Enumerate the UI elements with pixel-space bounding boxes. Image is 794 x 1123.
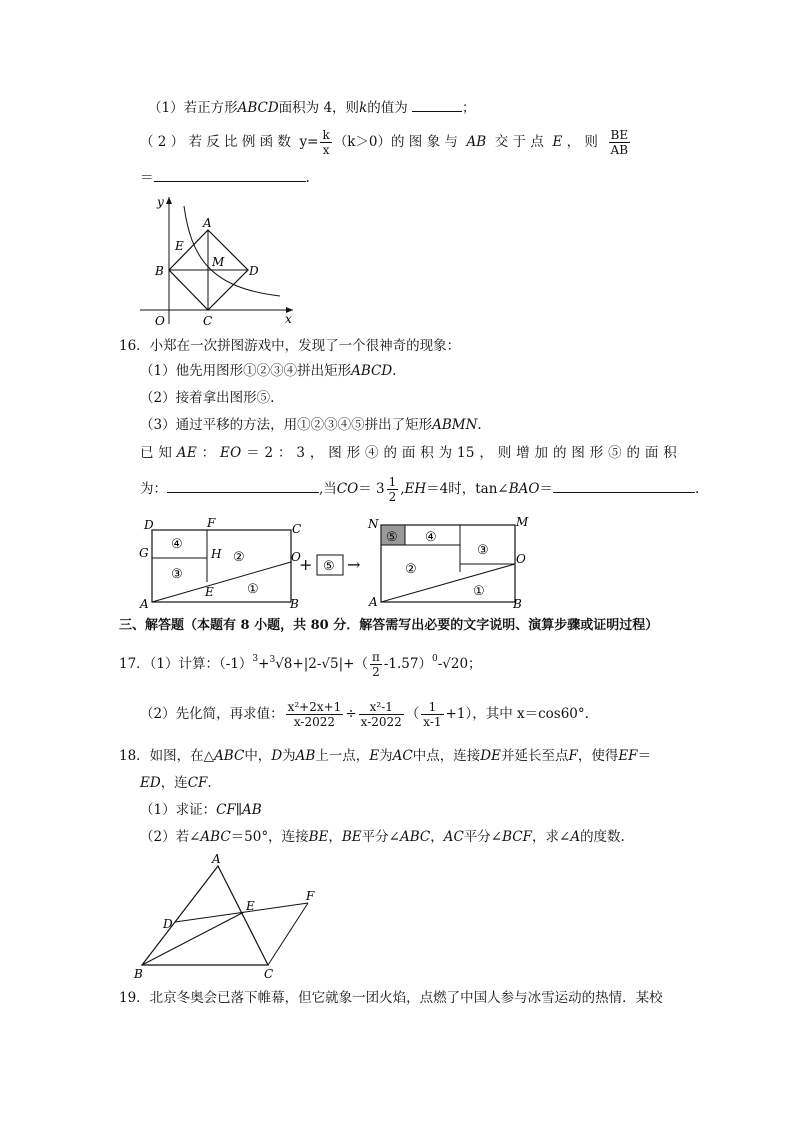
fig18-label-f: F — [306, 889, 315, 903]
fig16-box-5-label: ⑤ — [323, 559, 335, 574]
q18-line2 — [140, 773, 212, 793]
q16-blank-1 — [167, 492, 319, 493]
q16-ans-bao: BAO — [508, 481, 540, 497]
q17-frac-2 — [359, 700, 404, 729]
q16-ans-d: , — [400, 481, 405, 497]
fig16-left-region-1: ① — [247, 582, 259, 597]
fig18-label-e: E — [246, 899, 255, 913]
fig16-left-a: A — [140, 597, 149, 610]
q16-ans-frac-num: 1 — [388, 475, 397, 489]
y-axis-arrow-icon — [166, 197, 172, 204]
fig18-label-c: C — [264, 967, 274, 981]
fig16-left-region-4: ④ — [171, 537, 183, 552]
q18-s2-b: ＝50°，连接 — [230, 829, 309, 845]
q16-ans-f: ＝ — [539, 481, 553, 497]
q18-figure — [130, 852, 330, 982]
fig16-left-e: E — [205, 585, 214, 599]
q17-part2 — [140, 696, 589, 732]
q16-step1 — [140, 361, 396, 381]
q17-frac-1-den: x-2022 — [293, 715, 336, 729]
q18-s2-bcf: BCF — [502, 829, 532, 845]
q15-p1-semicolon: ； — [462, 100, 476, 116]
q16-given-colon: ： — [201, 445, 216, 461]
q16-s3-a: （3）通过平移的方法，用①②③④⑤拼出了矩形 — [140, 417, 433, 433]
q15-p2-then: ， 则 — [566, 134, 598, 150]
q16-figure — [135, 515, 535, 610]
q16-step3 — [140, 415, 482, 435]
line-df — [175, 903, 308, 922]
q15-p2-ab: AB — [466, 134, 487, 150]
q18-l1-E: E — [369, 748, 380, 764]
fig16-left-d: D — [144, 518, 154, 532]
fig16-left-f: F — [207, 516, 216, 530]
q17-p1-b: + — [258, 656, 270, 672]
line-cf — [268, 903, 308, 965]
q15-p2-eq: ＝ — [140, 170, 154, 186]
fig15-label-x: x — [285, 312, 292, 326]
q18-s2-e: ， — [430, 829, 444, 845]
q16-ans-b: ,当 — [319, 481, 337, 497]
q16-given-a: 已 知 — [140, 445, 173, 461]
fig15-label-o: O — [155, 314, 165, 328]
q18-l1-ef: EF — [618, 748, 638, 764]
q19-line1: 19．北京冬奥会已落下帷幕，但它就象一团火焰，点燃了中国人参与冰雪运动的热情．某校 — [119, 990, 663, 1006]
fig16-left-g: G — [139, 546, 149, 560]
q18-s2-a: （2）若∠ — [140, 829, 201, 845]
q15-p1-abcd: ABCD — [237, 100, 279, 116]
q16-s1-a: （1）他先用图形①②③④拼出矩形 — [140, 363, 352, 379]
q17-frac-2-num: x²-1 — [359, 700, 404, 715]
q17-p2-a: （2）先化简，再求值： — [140, 706, 284, 722]
fig16-left-b: B — [290, 597, 299, 610]
fig18-label-a: A — [212, 852, 221, 866]
q18-l1-e: 上一点， — [315, 748, 370, 764]
q16-step2: （2）接着拿出图形⑤. — [140, 390, 275, 406]
q18-l1-b: 中， — [244, 748, 272, 764]
q16-s1-c: . — [392, 363, 397, 379]
fig16-right-region-2: ② — [405, 562, 417, 577]
q18-l1-d: D — [271, 748, 283, 764]
q15-p2-cond: （k＞0）的 图 象 与 — [333, 134, 458, 150]
q17-p1-exp0: 0 — [431, 654, 438, 664]
fig16-right-m: M — [516, 515, 529, 529]
line-be — [142, 912, 244, 965]
q18-line1 — [119, 746, 651, 766]
q18-s1-b: CF∥AB — [216, 802, 262, 818]
q18-l2-ed: ED — [140, 775, 161, 791]
q17-p1-frac-den: 2 — [372, 665, 380, 679]
q18-l1-g: 中点，连接 — [412, 748, 481, 764]
q18-l2-cf: CF — [187, 775, 208, 791]
q15-p1-k: k — [359, 100, 368, 116]
q15-p2-y: y= — [299, 134, 319, 150]
q17-part1 — [119, 648, 482, 682]
q15-p1-blank — [412, 111, 462, 112]
q17-p1-e: -√20； — [437, 656, 482, 672]
q16-blank-2 — [553, 492, 695, 493]
fig15-label-d: D — [249, 264, 259, 278]
q18-s2-h: 的度数. — [580, 829, 625, 845]
q18-s2-be2: BE — [341, 829, 362, 845]
q15-p2-e: E — [552, 134, 563, 150]
fig15-label-a: A — [203, 216, 212, 230]
fig15-label-m: M — [212, 255, 225, 269]
q15-part2-answer — [140, 168, 310, 188]
q15-p1-label: （1）若正方形 — [148, 100, 238, 116]
q18-l1-h: 并延长至点 — [500, 748, 569, 764]
q15-p2-ratio-num: BE — [610, 128, 629, 142]
fig15-label-y: y — [157, 195, 164, 209]
q18-step1 — [140, 800, 262, 820]
q17-frac-1-num: x²+2x+1 — [287, 700, 342, 714]
q17-p2-lp: （ — [405, 706, 420, 722]
q18-l1-abc: ABC — [214, 748, 245, 764]
fig16-right-a: A — [369, 595, 378, 609]
q18-s2-abc: ABC — [200, 829, 231, 845]
q16-ans-frac — [387, 475, 399, 504]
q17-p2-div: ÷ — [345, 706, 357, 722]
q18-s2-c: ， — [328, 829, 342, 845]
fig16-right-region-1: ① — [473, 584, 485, 599]
q15-p2-ratio — [609, 128, 631, 157]
fig16-arrow-icon: → — [347, 555, 361, 574]
q16-intro: 16．小郑在一次拼图游戏中，发现了一个很神奇的现象： — [119, 338, 461, 354]
fig15-label-b: B — [155, 264, 164, 278]
q17-p1-exp: 3 — [252, 654, 259, 664]
q18-s2-d: 平分∠ — [361, 829, 400, 845]
q16-ans-e: ＝4时，tan∠ — [426, 481, 509, 497]
fig16-right-n: N — [368, 517, 379, 531]
q18-l1-j: ＝ — [637, 748, 652, 764]
q16-given — [140, 443, 677, 463]
q18-l1-i: ，使得 — [577, 748, 619, 764]
q15-p2-blank — [154, 181, 306, 182]
q18-l2-b: . — [207, 775, 212, 791]
fig16-right-region-4: ④ — [425, 530, 437, 545]
section-3-header: 三、解答题（本题有 8 小题，共 80 分．解答需写出必要的文字说明、演算步骤或证明过程） — [119, 618, 659, 633]
q18-l2-a: ，连 — [160, 775, 188, 791]
q18-s2-ac: AC — [443, 829, 464, 845]
q16-s3-c: . — [477, 417, 482, 433]
fig16-left-region-3: ③ — [171, 567, 183, 582]
fig16-plus: + — [299, 555, 313, 574]
q18-l1-c: 为 — [282, 748, 296, 764]
fig16-right-region-5: ⑤ — [386, 530, 398, 545]
q17-p2-rp: +1），其中 x＝cos60°. — [445, 706, 589, 722]
q17-p1-c: +|2-√5|+（ — [292, 656, 368, 672]
q16-ans-frac-den: 2 — [388, 490, 397, 504]
q18-l1-de: DE — [480, 748, 501, 764]
q16-ans-g: . — [695, 481, 700, 497]
fig16-left-region-2: ② — [233, 550, 245, 565]
q17-p1-frac — [370, 650, 382, 679]
q17-p1-root-index: 3 — [269, 655, 276, 665]
q17-frac-3-den: x-1 — [423, 715, 442, 729]
q16-given-eo: EO — [220, 445, 242, 461]
q16-s1-b: ABCD — [351, 363, 393, 379]
q18-s2-be: BE — [308, 829, 329, 845]
fig16-left-c: C — [292, 522, 302, 536]
q18-s2-g: ，求∠ — [532, 829, 571, 845]
fig16-right-b: B — [513, 597, 522, 610]
q16-given-e: ＝ 2 ： 3 ， 图 形 ④ 的 面 积 为 15 ， 则 增 加 的 图 形 ⑤ 的 面 积 — [246, 445, 678, 461]
q18-step2 — [140, 827, 625, 847]
q15-p2-frac-num: k — [322, 128, 330, 142]
triangle-abc — [142, 866, 268, 965]
q15-p2-frac-den: x — [322, 143, 330, 157]
q15-p2-ratio-den: AB — [610, 143, 629, 157]
fig18-label-b: B — [134, 967, 143, 981]
q15-p2-dot: . — [305, 170, 310, 186]
q17-p1-d: -1.57） — [383, 656, 432, 672]
hyperbola-curve — [184, 206, 280, 296]
fig16-left-h: H — [211, 547, 222, 561]
q18-s1-a: （1）求证： — [140, 802, 217, 818]
q15-figure — [135, 192, 300, 332]
q15-p1-mid: 面积为 4，则 — [278, 100, 360, 116]
q17-frac-2-den: x-2022 — [360, 715, 402, 729]
q18-l1-F: F — [568, 748, 578, 764]
fig16-left-o: O — [291, 550, 301, 564]
q16-answer — [140, 474, 699, 504]
q18-s2-a2: A — [570, 829, 581, 845]
q15-part2 — [140, 127, 632, 157]
q16-ans-eh: EH — [404, 481, 427, 497]
q15-part1 — [148, 98, 476, 118]
q15-p2-frac — [320, 128, 331, 157]
q17-p1-root: √8 — [275, 656, 293, 672]
fig16-right-region-3: ③ — [477, 543, 489, 558]
fig15-label-e: E — [175, 239, 184, 253]
q15-p1-end: 的值为 — [367, 100, 408, 116]
q16-ans-co: CO — [336, 481, 359, 497]
q17-frac-3-num: 1 — [421, 700, 443, 715]
fig16-right-line-ao — [381, 564, 515, 602]
q18-l1-ac: AC — [392, 748, 413, 764]
q15-p2-meet: 交 于 点 — [494, 134, 544, 150]
q17-frac-1 — [286, 700, 344, 729]
q18-l1-ab: AB — [295, 748, 316, 764]
q18-l1-f: 为 — [379, 748, 393, 764]
fig16-right-o: O — [516, 552, 526, 566]
q18-l1-a: 18．如图，在△ — [119, 748, 215, 764]
q16-ans-a: 为： — [140, 481, 167, 497]
q15-p2-label: （ 2 ） 若 反 比 例 函 数 — [140, 134, 291, 150]
q16-given-ae: AE — [176, 445, 198, 461]
q16-ans-c: ＝ 3 — [358, 481, 385, 497]
fig18-label-d: D — [163, 917, 173, 931]
q17-p1-a: 17．（1）计算：（-1） — [119, 656, 253, 672]
q18-s2-f: 平分∠ — [463, 829, 503, 845]
q17-p1-frac-num: π — [371, 650, 380, 664]
q16-s3-b: ABMN — [432, 417, 478, 433]
fig15-label-c: C — [203, 314, 213, 328]
q17-frac-3 — [421, 700, 443, 729]
q18-s2-abc2: ABC — [399, 829, 431, 845]
